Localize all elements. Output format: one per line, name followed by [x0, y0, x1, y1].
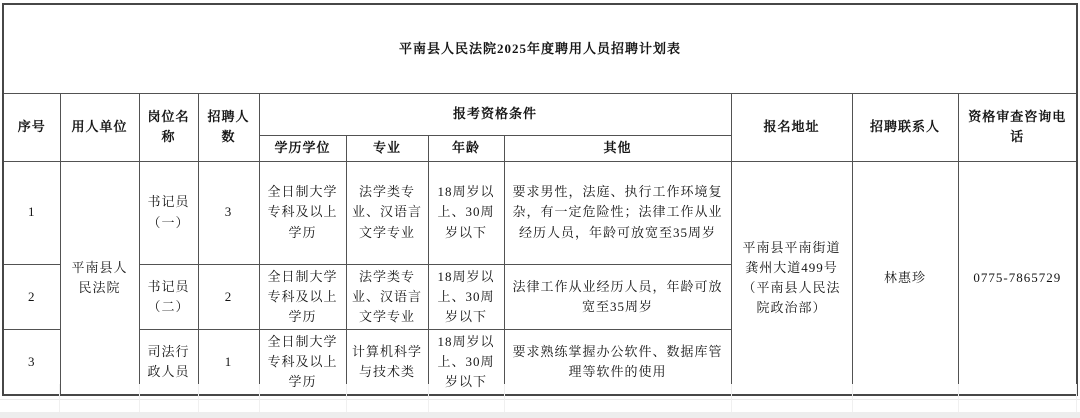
header-contact: 招聘联系人	[852, 93, 958, 161]
cell-age: 18周岁以上、30周岁以下	[428, 161, 504, 264]
cell-position: 书记员（一）	[139, 161, 198, 264]
empty-grid-line	[1076, 384, 1077, 412]
header-phone: 资格审查咨询电话	[958, 93, 1077, 161]
table-row	[3, 161, 1077, 264]
cell-count: 2	[198, 264, 259, 329]
header-age: 年龄	[428, 135, 504, 161]
cell-contact: 林惠珍	[852, 161, 958, 395]
header-count: 招聘人数	[198, 93, 259, 161]
cell-other: 要求熟练掌握办公软件、数据库管理等软件的使用	[504, 329, 731, 395]
empty-grid-line	[198, 384, 199, 412]
cell-education: 全日制大学专科及以上学历	[259, 264, 346, 329]
header-education: 学历学位	[259, 135, 346, 161]
cell-position: 司法行政人员	[139, 329, 198, 395]
empty-grid-line	[59, 384, 60, 412]
table-title: 平南县人民法院2025年度聘用人员招聘计划表	[3, 4, 1077, 93]
empty-grid-line	[428, 384, 429, 412]
header-major: 专业	[346, 135, 428, 161]
cell-phone: 0775-7865729	[958, 161, 1077, 395]
empty-grid-line	[139, 384, 140, 412]
empty-grid-line	[852, 384, 853, 412]
cell-count: 1	[198, 329, 259, 395]
cell-major: 法学类专业、汉语言文学专业	[346, 161, 428, 264]
cell-education: 全日制大学专科及以上学历	[259, 329, 346, 395]
cell-major: 计算机科学与技术类	[346, 329, 428, 395]
header-qualification-group: 报考资格条件	[259, 93, 731, 135]
cell-education: 全日制大学专科及以上学历	[259, 161, 346, 264]
header-other: 其他	[504, 135, 731, 161]
cell-age: 18周岁以上、30周岁以下	[428, 329, 504, 395]
empty-grid-line	[504, 384, 505, 412]
cell-other: 要求男性，法庭、执行工作环境复杂，有一定危险性；法律工作从业经历人员，年龄可放宽至35周岁	[504, 161, 731, 264]
cell-major: 法学类专业、汉语言文学专业	[346, 264, 428, 329]
cell-position: 书记员（二）	[139, 264, 198, 329]
header-employer: 用人单位	[60, 93, 139, 161]
cell-seq: 1	[3, 161, 60, 264]
cell-other: 法律工作从业经历人员，年龄可放宽至35周岁	[504, 264, 731, 329]
cell-age: 18周岁以上、30周岁以下	[428, 264, 504, 329]
header-position: 岗位名称	[139, 93, 198, 161]
empty-grid-line	[958, 384, 959, 412]
cell-address: 平南县平南街道龚州大道499号（平南县人民法院政治部）	[731, 161, 852, 395]
header-seq: 序号	[3, 93, 60, 161]
header-address: 报名地址	[731, 93, 852, 161]
empty-grid-line	[346, 384, 347, 412]
bottom-gray-strip	[0, 412, 1080, 418]
cell-seq: 3	[3, 329, 60, 395]
cell-employer: 平南县人民法院	[60, 161, 139, 395]
empty-grid-line	[259, 384, 260, 412]
recruitment-plan-table	[2, 3, 1078, 396]
cell-seq: 2	[3, 264, 60, 329]
empty-grid-line	[731, 384, 732, 412]
cell-count: 3	[198, 161, 259, 264]
empty-grid-line	[0, 399, 1080, 400]
